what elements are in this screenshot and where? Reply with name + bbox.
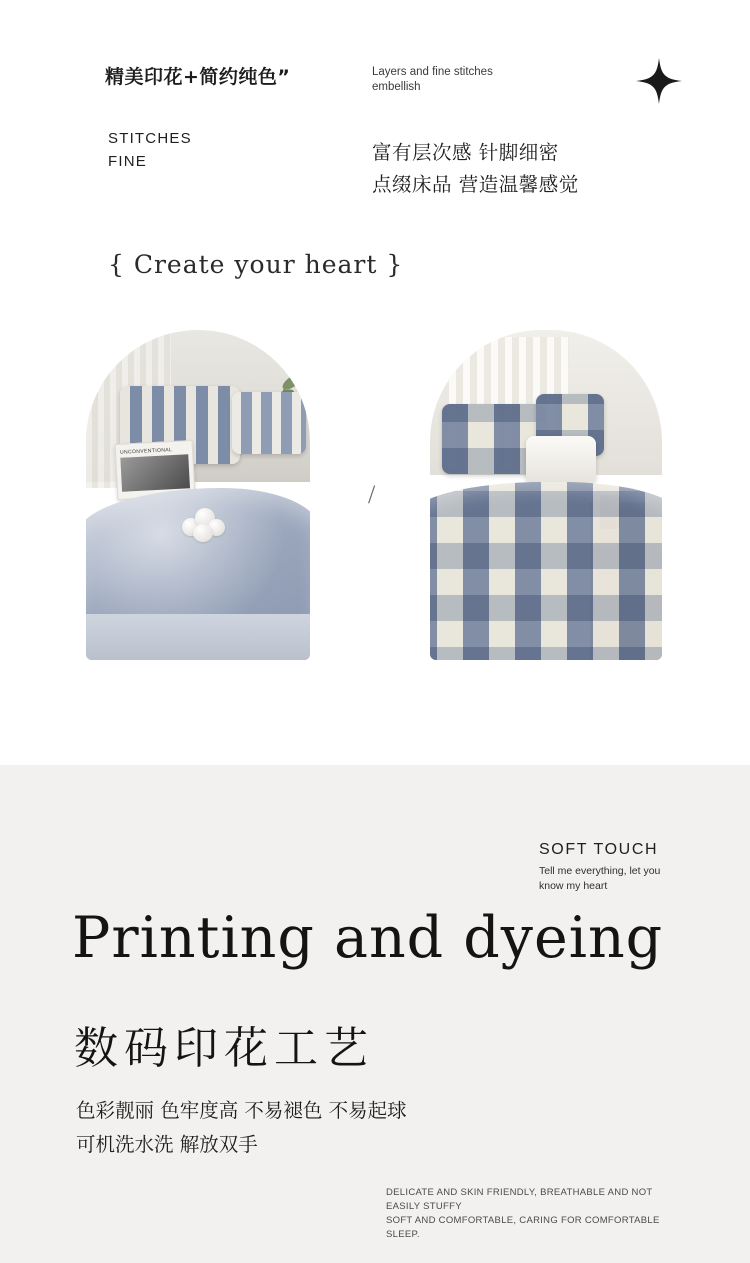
description-line2: 点缀床品 营造温馨感觉 <box>372 173 579 196</box>
headline-chinese: 精美印花+简约纯色” <box>105 66 291 88</box>
english-caption-line2: embellish <box>372 81 421 93</box>
photo-left-sheet <box>86 614 310 660</box>
printing-dyeing-title: Printing and dyeing <box>72 905 664 971</box>
english-caption-line1: Layers and fine stitches <box>372 66 493 78</box>
digital-printing-title-cn: 数码印花工艺 <box>74 1023 374 1074</box>
photo-right-artwork <box>430 330 662 660</box>
printing-description-cn <box>76 1094 407 1162</box>
photo-right <box>430 330 662 660</box>
english-caption <box>372 65 493 95</box>
soft-touch-subtext <box>539 864 689 894</box>
four-point-star-icon <box>636 58 682 104</box>
photo-left-pillow-side <box>232 392 306 454</box>
soft-touch-subtext-line1: Tell me everything, let you <box>539 865 661 877</box>
description-chinese <box>372 137 579 201</box>
book-title: UNCONVENTIONAL <box>119 447 173 456</box>
script-tagline: { Create your heart } <box>108 250 404 279</box>
photo-divider: / <box>368 480 376 509</box>
fine-print-line1: DELICATE AND SKIN FRIENDLY, BREATHABLE AND NOT EASILY STUFFY <box>386 1187 653 1212</box>
cloud-ornament-icon <box>182 506 226 544</box>
fine-print-line2: SOFT AND COMFORTABLE, CARING FOR COMFORTABLE SLEEP. <box>386 1215 660 1240</box>
soft-touch-subtext-line2: know my heart <box>539 880 608 892</box>
stitches-label <box>108 127 192 173</box>
description-line1: 富有层次感 针脚细密 <box>372 141 559 164</box>
stitches-line1: STITCHES <box>108 130 192 147</box>
printing-description-line2: 可机洗水洗 解放双手 <box>76 1133 258 1156</box>
photo-left-artwork <box>86 330 310 660</box>
photo-gallery <box>0 330 750 665</box>
fine-print <box>386 1186 686 1242</box>
stitches-line2: FINE <box>108 153 147 170</box>
printing-description-line1: 色彩靓丽 色牢度高 不易褪色 不易起球 <box>76 1099 407 1122</box>
photo-right-pillow-white <box>526 436 596 484</box>
soft-touch-heading: SOFT TOUCH <box>539 841 659 858</box>
book-cover-image <box>120 454 190 492</box>
photo-right-duvet <box>430 482 662 660</box>
photo-left <box>86 330 310 660</box>
